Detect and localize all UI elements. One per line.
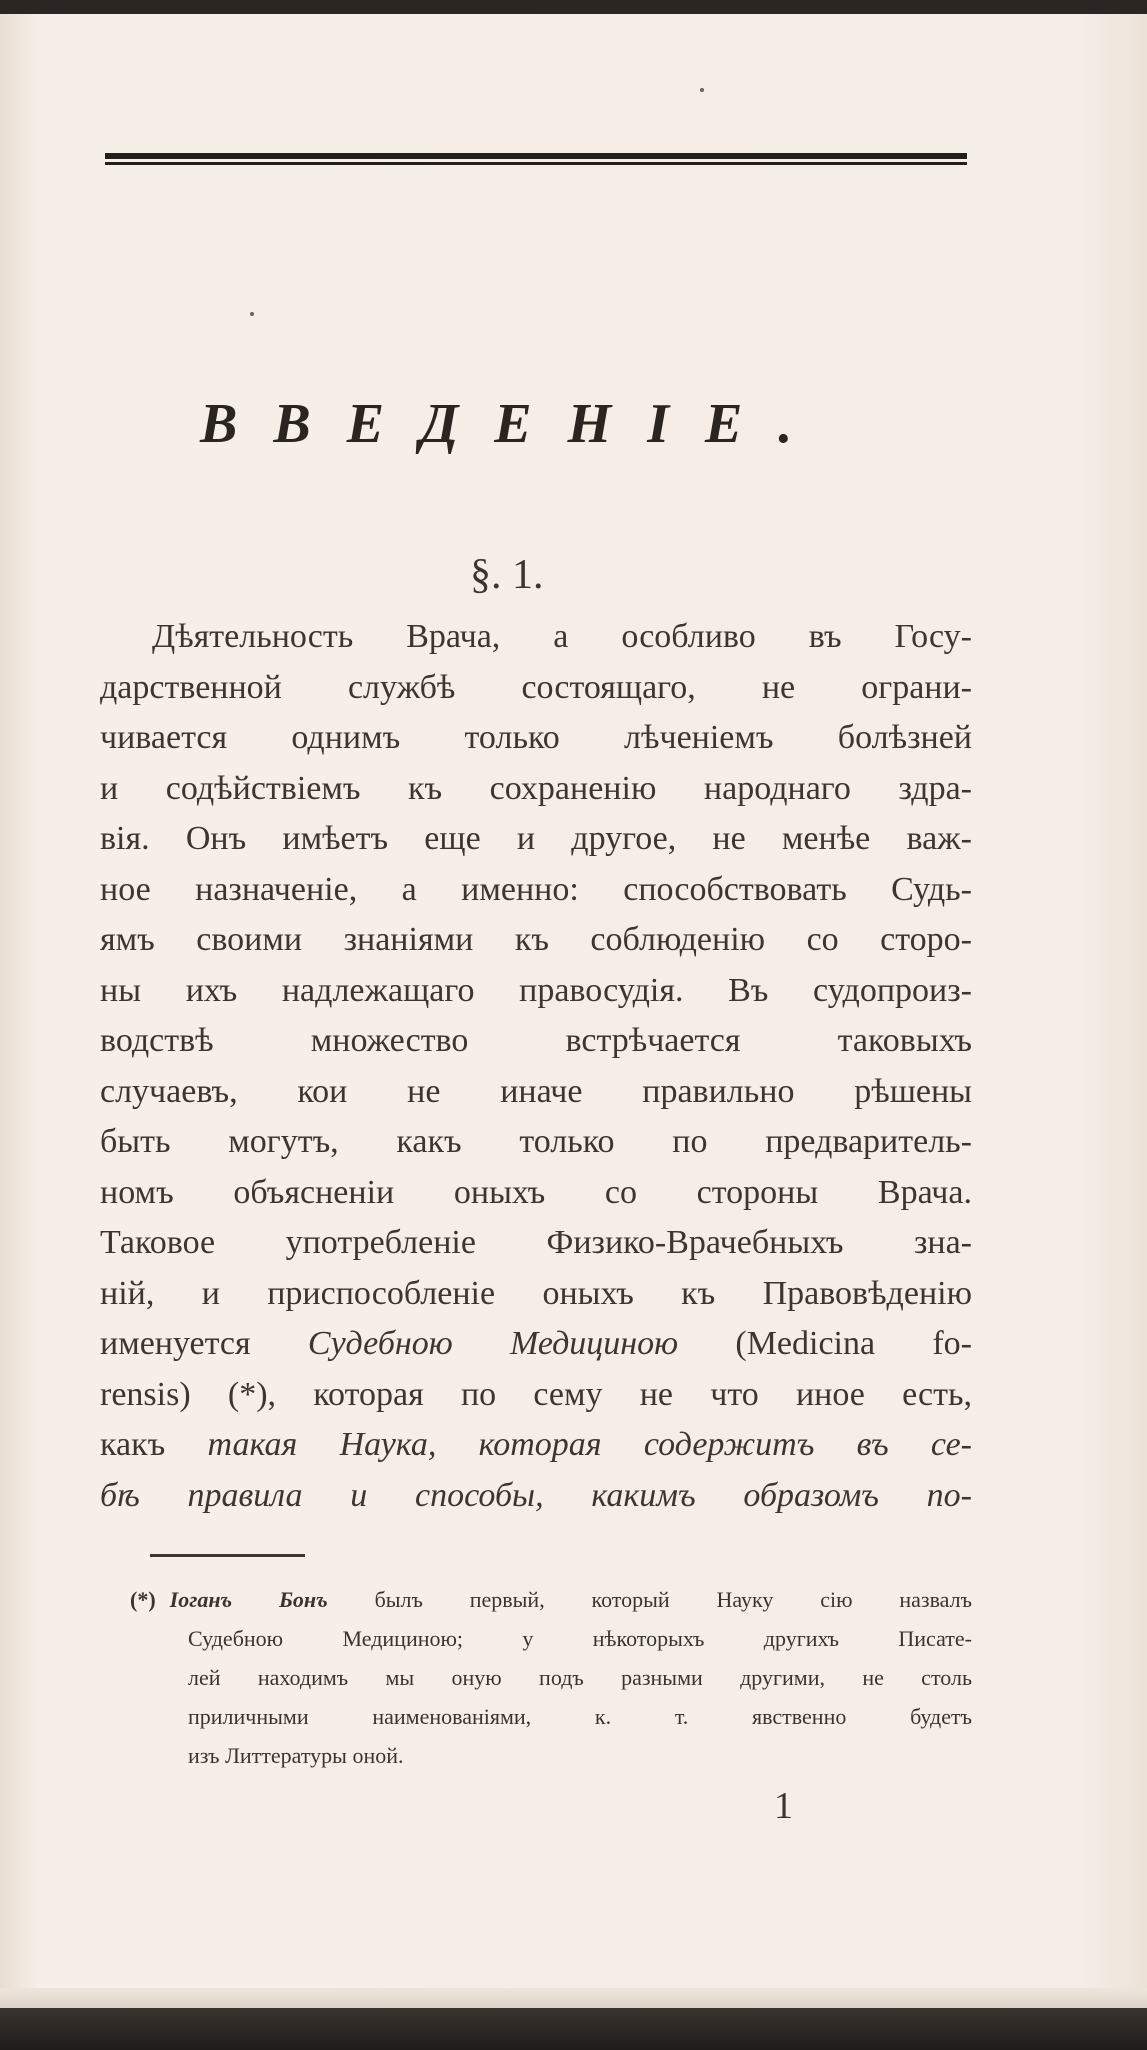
text-line: именуется Судебною Медициною (Medicina fo- xyxy=(100,1325,972,1362)
section-number: §. 1. xyxy=(470,552,544,598)
text-line: ное назначеніе, а именно: способствовать Судь- xyxy=(100,870,972,908)
header-rule xyxy=(105,153,967,167)
text-line: какъ такая Наука, которая содержитъ въ се- xyxy=(100,1426,972,1463)
text-line: и содѣйствіемъ къ сохраненію народнаго здра- xyxy=(100,769,972,807)
text-line: номъ объясненіи оныхъ со стороны Врача. xyxy=(100,1173,972,1211)
text-line: ямъ своими знаніями къ соблюденію со сторо- xyxy=(100,921,972,958)
text-line: rensis) (*), которая по сему не что иное есть, xyxy=(100,1375,972,1413)
ink-speck xyxy=(250,312,254,316)
text-line: Дѣятельность Врача, а особливо въ Госу- xyxy=(152,618,972,655)
text-line: случаевъ, кои не иначе правильно рѣшены xyxy=(100,1072,972,1110)
text-line: чивается однимъ только лѣченіемъ болѣзней xyxy=(100,719,972,756)
definition-italic: бѣ правила и способы, какимъ образомъ по- xyxy=(100,1476,972,1514)
text-line xyxy=(100,1471,972,1522)
footnote-line: (*) Іоганъ Бонъ былъ первый, который Науку сію назвалъ xyxy=(130,1587,972,1612)
footnote-mark: (*) xyxy=(130,1587,156,1612)
footnote-line: изъ Литтературы оной. xyxy=(188,1743,404,1768)
footnote-line: приличными наименованіями, к. т. явственно будетъ xyxy=(188,1704,972,1729)
text-line: ній, и приспособленіе оныхъ къ Правовѣденію xyxy=(100,1274,972,1312)
text-line: водствѣ множество встрѣчается таковыхъ xyxy=(100,1022,972,1059)
page-bottom-edge xyxy=(0,2008,1147,2050)
footnote xyxy=(130,1580,972,1775)
text-line: дарственной службѣ состоящаго, не ограни- xyxy=(100,668,972,706)
text-line: Таковое употребленіе Физико-Врачебныхъ зна- xyxy=(100,1224,972,1261)
footnote-line: лей находимъ мы оную подъ разными другими, не столь xyxy=(188,1665,972,1690)
text-line: быть могутъ, какъ только по предваритель- xyxy=(100,1123,972,1160)
page-top-edge xyxy=(0,0,1147,14)
chapter-title: ВВЕДЕНІЕ. xyxy=(200,393,829,455)
footnote-author: Іоганъ Бонъ xyxy=(169,1587,328,1612)
page-number: 1 xyxy=(774,1785,793,1827)
text-line: вія. Онъ имѣетъ еще и другое, не менѣе важ- xyxy=(100,820,972,857)
ink-speck xyxy=(700,88,704,92)
footnote-rule xyxy=(150,1554,305,1557)
term-italic: Судебною Медициною xyxy=(307,1325,679,1362)
definition-italic: такая Наука, которая содержитъ въ се- xyxy=(207,1426,972,1463)
footnote-line: Судебною Медициною; у нѣкоторыхъ другихъ Писате- xyxy=(188,1626,972,1651)
body-text xyxy=(100,612,972,1521)
text-line: ны ихъ надлежащаго правосудія. Въ судопроиз- xyxy=(100,971,972,1009)
